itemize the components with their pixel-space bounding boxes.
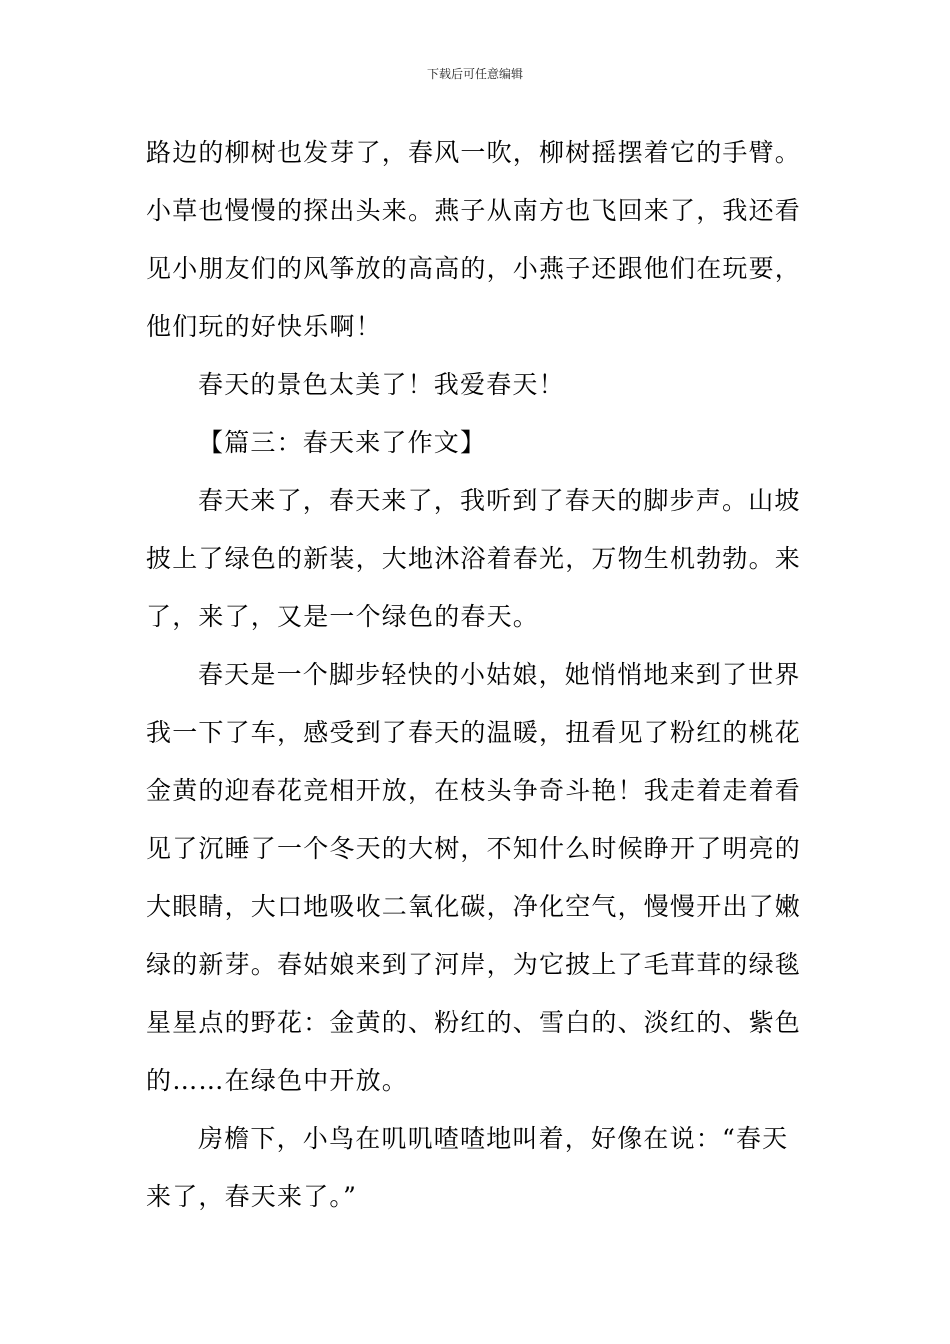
section-heading bbox=[146, 414, 808, 472]
text-line: 的……在绿色中开放。 bbox=[146, 1066, 409, 1095]
paragraph-4 bbox=[146, 472, 808, 646]
text-line: 来了，春天来了。” bbox=[146, 1182, 358, 1211]
paragraph-5 bbox=[146, 646, 808, 1110]
text-line: 了，来了，又是一个绿色的春天。 bbox=[146, 602, 540, 631]
page-header: 下载后可任意编辑 bbox=[426, 67, 523, 81]
text-line: 披上了绿色的新装，大地沐浴着春光，万物生机勃勃。来 bbox=[146, 544, 802, 573]
text-line: 路边的柳树也发芽了，春风一吹，柳树摇摆着它的手臂。 bbox=[146, 138, 802, 167]
paragraph-6 bbox=[146, 1110, 808, 1226]
text-line: 春天是一个脚步轻快的小姑娘，她悄悄地来到了世界 bbox=[198, 660, 801, 689]
text-line: 星星点的野花：金黄的、粉红的、雪白的、淡红的、紫色 bbox=[146, 1008, 802, 1037]
text-line: 绿的新芽。春姑娘来到了河岸，为它披上了毛茸茸的绿毯 bbox=[146, 950, 802, 979]
text-line: 我一下了车，感受到了春天的温暖，扭看见了粉红的桃花 bbox=[146, 718, 802, 747]
paragraph-1 bbox=[146, 124, 808, 356]
text-line: 金黄的迎春花竞相开放，在枝头争奇斗艳！我走着走着看 bbox=[146, 776, 802, 805]
text-line: 小草也慢慢的探出头来。燕子从南方也飞回来了，我还看 bbox=[146, 196, 802, 225]
paragraph-2 bbox=[146, 356, 808, 414]
text-line: 大眼睛，大口地吸收二氧化碳，净化空气，慢慢开出了嫩 bbox=[146, 892, 802, 921]
text-line: 见了沉睡了一个冬天的大树，不知什么时候睁开了明亮的 bbox=[146, 834, 802, 863]
text-line: 他们玩的好快乐啊！ bbox=[146, 312, 382, 341]
text-line: 房檐下，小鸟在叽叽喳喳地叫着，好像在说：“春天 bbox=[198, 1124, 789, 1153]
section-title: 【篇三：春天来了作文】 bbox=[198, 428, 487, 457]
text-line: 春天来了，春天来了，我听到了春天的脚步声。山坡 bbox=[198, 486, 801, 515]
text-line: 春天的景色太美了！我爱春天！ bbox=[198, 370, 565, 399]
text-line: 见小朋友们的风筝放的高高的，小燕子还跟他们在玩要， bbox=[146, 254, 802, 283]
document-body bbox=[146, 124, 808, 1226]
